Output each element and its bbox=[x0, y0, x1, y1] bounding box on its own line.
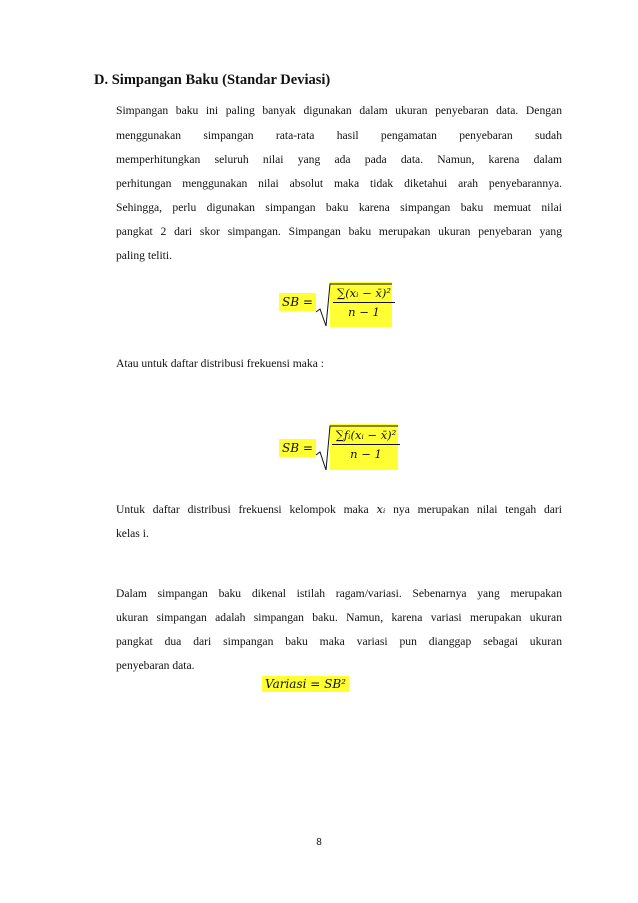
text-line: menggunakan simpangan rata-rata hasil pengamatan penyebaran sudah bbox=[116, 129, 562, 142]
section-heading: D. Simpangan Baku (Standar Deviasi) bbox=[94, 72, 331, 88]
text-segment: Untuk daftar distribusi frekuensi kelompok maka bbox=[116, 503, 369, 516]
formula-lhs: SB = bbox=[279, 293, 316, 311]
formula-lhs: SB = bbox=[279, 439, 316, 457]
text-line: ukuran simpangan adalah simpangan baku. Namun, karena variasi merupakan ukuran bbox=[116, 611, 562, 624]
text-line: kelas i. bbox=[116, 527, 149, 540]
text-line bbox=[116, 502, 562, 516]
text-segment: nya merupakan nilai tengah dari bbox=[393, 503, 563, 516]
intro-frequency-text: Atau untuk daftar distribusi frekuensi maka : bbox=[116, 357, 324, 370]
text-line: pangkat dua dari simpangan baku maka variasi pun dianggap sebagai ukuran bbox=[116, 635, 562, 648]
text-line: perhitungan menggunakan nilai absolut maka tidak diketahui arah penyebarannya. bbox=[116, 177, 562, 190]
text-line: Simpangan baku ini paling banyak digunakan dalam ukuran penyebaran data. Dengan bbox=[116, 104, 562, 117]
text-line: Sehingga, perlu digunakan simpangan baku karena simpangan baku memuat nilai bbox=[116, 201, 562, 214]
text-line: memperhitungkan seluruh nilai yang ada pada data. Namun, karena dalam bbox=[116, 153, 562, 166]
text-line: Dalam simpangan baku dikenal istilah ragam/variasi. Sebenarnya yang merupakan bbox=[116, 587, 562, 600]
formula-fraction bbox=[333, 286, 395, 319]
formula-numerator: ∑fᵢ(xᵢ − x̄)² bbox=[332, 428, 401, 445]
formula-numerator: ∑(xᵢ − x̄)² bbox=[333, 286, 395, 303]
formula-denominator: n − 1 bbox=[350, 447, 382, 461]
text-line: penyebaran data. bbox=[116, 659, 195, 672]
formula-fraction bbox=[331, 428, 401, 461]
inline-math-symbol: xᵢ bbox=[376, 502, 386, 516]
formula-variance: Variasi = SB² bbox=[262, 676, 349, 692]
text-line: pangkat 2 dari skor simpangan. Simpangan baku merupakan ukuran penyebaran yang bbox=[116, 225, 562, 238]
page-number: 8 bbox=[316, 837, 322, 848]
text-line: paling teliti. bbox=[116, 249, 173, 262]
formula-denominator: n − 1 bbox=[348, 305, 380, 319]
